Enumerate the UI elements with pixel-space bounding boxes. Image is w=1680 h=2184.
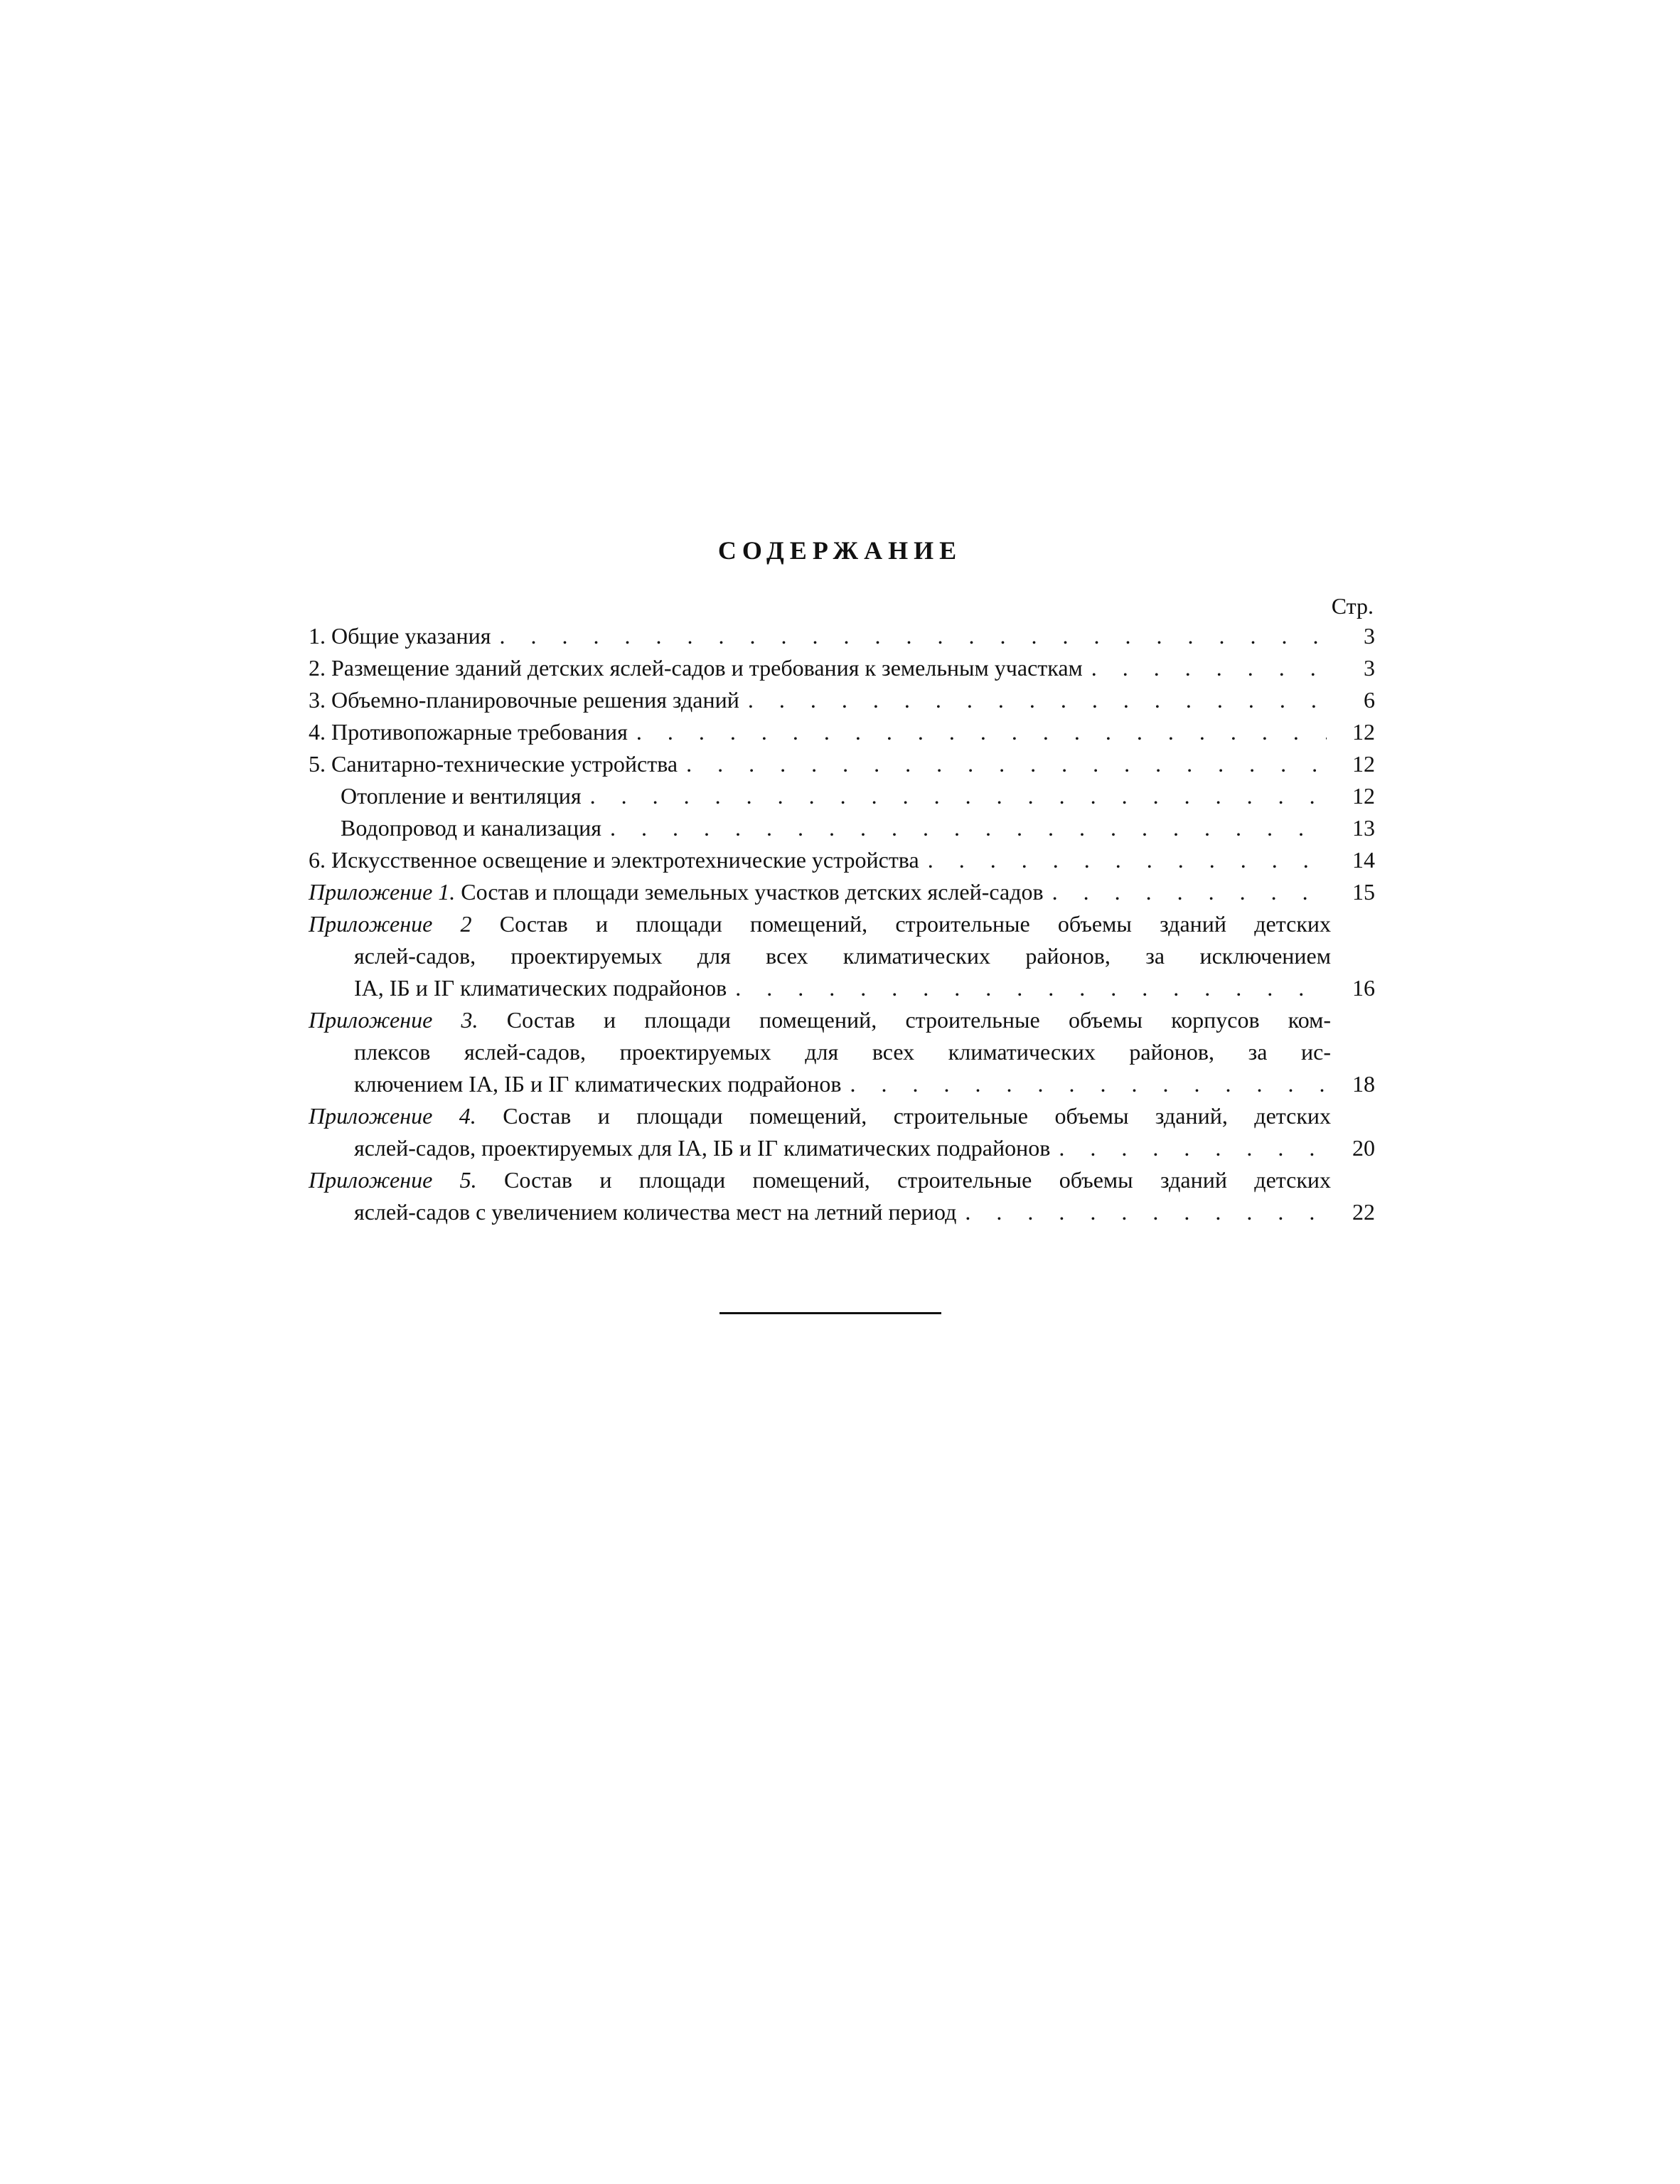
closing-rule: [719, 1312, 941, 1314]
toc-entry-page: 18: [1352, 1071, 1375, 1097]
toc-entry-page: 12: [1352, 783, 1375, 809]
dot-leader: [739, 684, 1327, 716]
dot-leader: [1083, 652, 1327, 684]
toc-entry-4[interactable]: [309, 716, 1375, 748]
toc-entry-page: 12: [1352, 719, 1375, 745]
toc-entry-page: 16: [1352, 975, 1375, 1001]
toc-subentry-heating[interactable]: [309, 780, 1375, 812]
appendix-label: Приложение 5.: [309, 1167, 477, 1193]
toc-appendix-4[interactable]: [309, 1100, 1375, 1164]
toc-entry-page: 3: [1364, 655, 1375, 681]
appendix-title-line: Состав и площади помещений, строительные объемы корпусов ком-: [506, 1007, 1332, 1033]
dot-leader: [1050, 1132, 1327, 1164]
toc-entry-title: Противопожарные требования: [331, 719, 628, 745]
dot-leader: [727, 972, 1327, 1004]
dot-leader: [491, 620, 1327, 652]
toc-entry-page: 3: [1364, 623, 1375, 649]
appendix-title-line: яслей-садов, проектируемых для IА, IБ и IГ климатических подрайонов: [354, 1135, 1051, 1161]
toc-appendix-1[interactable]: [309, 876, 1375, 908]
toc-entry-title: Водопровод и канализация: [341, 815, 601, 841]
toc-entry-number: 6.: [309, 847, 326, 873]
toc-entry-title: Искусственное освещение и электротехнические устройства: [331, 847, 919, 873]
toc-appendix-2[interactable]: [309, 908, 1375, 1004]
dot-leader: [628, 716, 1327, 748]
dot-leader: [956, 1196, 1327, 1228]
appendix-title-line: Состав и площади помещений, строительные объемы зданий детских: [499, 911, 1331, 937]
appendix-title-line: IА, IБ и IГ климатических подрайонов: [354, 975, 727, 1001]
toc-entry-number: 2.: [309, 655, 326, 681]
appendix-label: Приложение 3.: [309, 1007, 478, 1033]
table-of-contents: [309, 592, 1375, 1228]
toc-entry-number: 1.: [309, 623, 326, 649]
toc-entry-number: 3.: [309, 687, 326, 713]
toc-entry-number: 5.: [309, 751, 326, 777]
toc-entry-page: 14: [1352, 847, 1375, 873]
appendix-title-line: Состав и площади помещений, строительные объемы зданий, детских: [503, 1103, 1332, 1129]
toc-subentry-water[interactable]: [309, 812, 1375, 844]
toc-entry-2[interactable]: [309, 652, 1375, 684]
appendix-title-line: яслей-садов, проектируемых для всех климатических районов, за исключением: [354, 943, 1331, 969]
toc-entry-6[interactable]: [309, 844, 1375, 876]
toc-entry-5[interactable]: [309, 748, 1375, 780]
appendix-title-line: Состав и площади земельных участков детских яслей-садов: [461, 879, 1044, 905]
dot-leader: [601, 812, 1327, 844]
page-column-label: Стр.: [1331, 593, 1374, 619]
toc-entry-title: Санитарно-технические устройства: [331, 751, 678, 777]
toc-entry-page: 6: [1364, 687, 1375, 713]
appendix-label: Приложение 1.: [309, 879, 456, 905]
appendix-title-line: Состав и площади помещений, строительные объемы зданий детских: [504, 1167, 1332, 1193]
toc-entry-title: Объемно-планировочные решения зданий: [331, 687, 739, 713]
toc-appendix-5[interactable]: [309, 1164, 1375, 1228]
toc-entry-page: 15: [1352, 879, 1375, 905]
appendix-label: Приложение 2: [309, 911, 472, 937]
toc-entry-3[interactable]: [309, 684, 1375, 716]
toc-entry-page: 22: [1352, 1199, 1375, 1225]
toc-entry-page: 20: [1352, 1135, 1375, 1161]
toc-entry-number: 4.: [309, 719, 326, 745]
appendix-title-line: яслей-садов с увеличением количества мест на летний период: [354, 1199, 957, 1225]
appendix-label: Приложение 4.: [309, 1103, 476, 1129]
toc-entry-title: Отопление и вентиляция: [341, 783, 582, 809]
toc-appendix-3[interactable]: [309, 1004, 1375, 1100]
dot-leader: [841, 1068, 1327, 1100]
toc-entry-page: 12: [1352, 751, 1375, 777]
dot-leader: [919, 844, 1327, 876]
dot-leader: [582, 780, 1327, 812]
toc-entry-page: 13: [1352, 815, 1375, 841]
appendix-title-line: плексов яслей-садов, проектируемых для всех климатических районов, за ис-: [354, 1039, 1331, 1065]
toc-entry-title: Общие указания: [331, 623, 491, 649]
dot-leader: [678, 748, 1327, 780]
toc-entry-title: Размещение зданий детских яслей-садов и требования к земельным участкам: [331, 655, 1083, 681]
toc-entry-1[interactable]: [309, 620, 1375, 652]
toc-heading: СОДЕРЖАНИЕ: [717, 536, 963, 565]
appendix-title-line: ключением IА, IБ и IГ климатических подрайонов: [354, 1071, 842, 1097]
dot-leader: [1044, 876, 1327, 908]
